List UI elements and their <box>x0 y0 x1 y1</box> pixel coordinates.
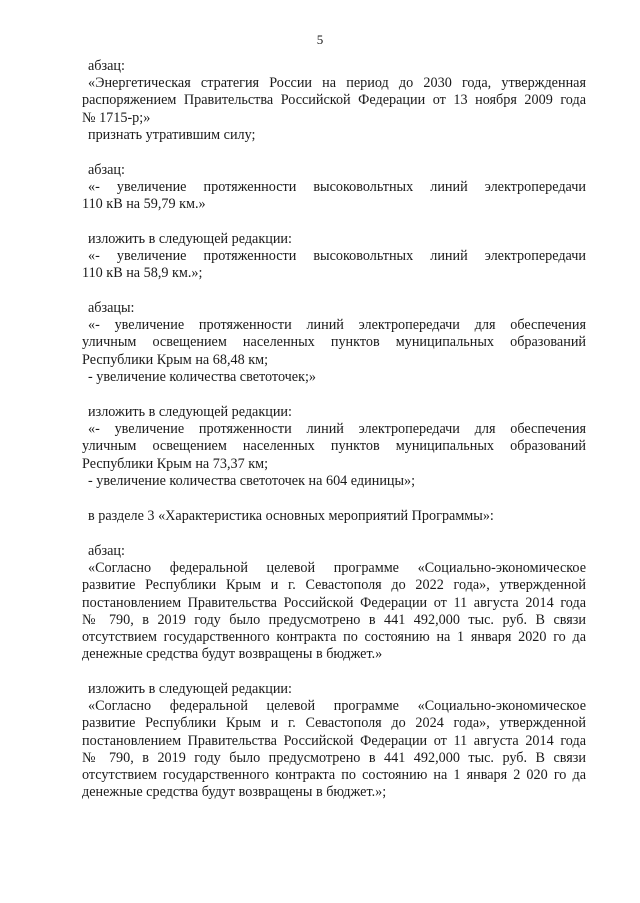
paragraph-block <box>82 508 586 525</box>
text-line: уличным освещением населенных пунктов муниципальных образований <box>82 334 586 351</box>
text-line: «Согласно федеральной целевой программе «Социально-экономическое <box>88 698 586 715</box>
paragraph-block <box>82 681 586 801</box>
text-line: денежные средства будут возвращены в бюджет.»; <box>82 784 387 801</box>
text-line: 110 кВ на 59,79 км.» <box>82 196 206 213</box>
text-line: изложить в следующей редакции: <box>88 404 292 420</box>
text-line: отсутствием государственного контракта по состоянию на 1 января 2020 го да <box>82 629 586 646</box>
text-line: изложить в следующей редакции: <box>88 231 292 247</box>
text-line: 110 кВ на 58,9 км.»; <box>82 265 203 282</box>
text-line: абзацы: <box>88 300 135 316</box>
text-line: абзац: <box>88 543 125 559</box>
text-line: - увеличение количества светоточек;» <box>88 368 317 385</box>
text-line: «- увеличение протяженности высоковольтных линий электропередачи <box>88 179 586 196</box>
text-line: распоряжением Правительства Российской Федерации от 13 ноября 2009 года <box>82 92 586 109</box>
text-line: № 1715-р;» <box>82 109 151 126</box>
text-line: «Согласно федеральной целевой программе «Социально-экономическое <box>88 560 586 577</box>
text-line: в разделе 3 «Характеристика основных мероприятий Программы»: <box>88 508 494 524</box>
text-line: Республики Крым на 73,37 км; <box>82 455 269 472</box>
text-line: уличным освещением населенных пунктов муниципальных образований <box>82 438 586 455</box>
paragraph-block <box>82 404 586 490</box>
text-line: «- увеличение протяженности линий электропередачи для обеспечения <box>88 421 586 438</box>
text-line: «- увеличение протяженности высоковольтных линий электропередачи <box>88 248 586 265</box>
paragraph-block <box>82 58 586 144</box>
text-line: «Энергетическая стратегия России на период до 2030 года, утвержденная <box>88 75 586 92</box>
text-line: постановлением Правительства Российской Федерации от 11 августа 2014 года <box>82 594 586 611</box>
paragraph-block <box>82 162 586 214</box>
text-line: постановлением Правительства Российской Федерации от 11 августа 2014 года <box>82 732 586 749</box>
paragraph-block <box>82 300 586 386</box>
text-line: № 790, в 2019 году было предусмотрено в 441 492,000 тыс. руб. В связи <box>82 611 586 628</box>
page-number: 5 <box>316 32 324 47</box>
text-line: признать утратившим силу; <box>88 126 256 143</box>
text-line: абзац: <box>88 162 125 178</box>
text-line: - увеличение количества светоточек на 604 единицы»; <box>88 472 416 489</box>
text-line: изложить в следующей редакции: <box>88 681 292 697</box>
text-line: развитие Республики Крым и г. Севастополя до 2022 года», утвержденной <box>82 577 586 594</box>
text-line: № 790, в 2019 году было предусмотрено в 441 492,000 тыс. руб. В связи <box>82 749 586 766</box>
paragraph-block <box>82 231 586 283</box>
text-line: Республики Крым на 68,48 км; <box>82 351 269 368</box>
text-line: «- увеличение протяженности линий электропередачи для обеспечения <box>88 317 586 334</box>
text-line: отсутствием государственного контракта по состоянию на 1 января 2 020 го да <box>82 767 586 784</box>
paragraph-block <box>82 543 586 663</box>
text-line: абзац: <box>88 58 125 74</box>
text-line: денежные средства будут возвращены в бюджет.» <box>82 646 383 663</box>
text-line: развитие Республики Крым и г. Севастополя до 2024 года», утвержденной <box>82 715 586 732</box>
